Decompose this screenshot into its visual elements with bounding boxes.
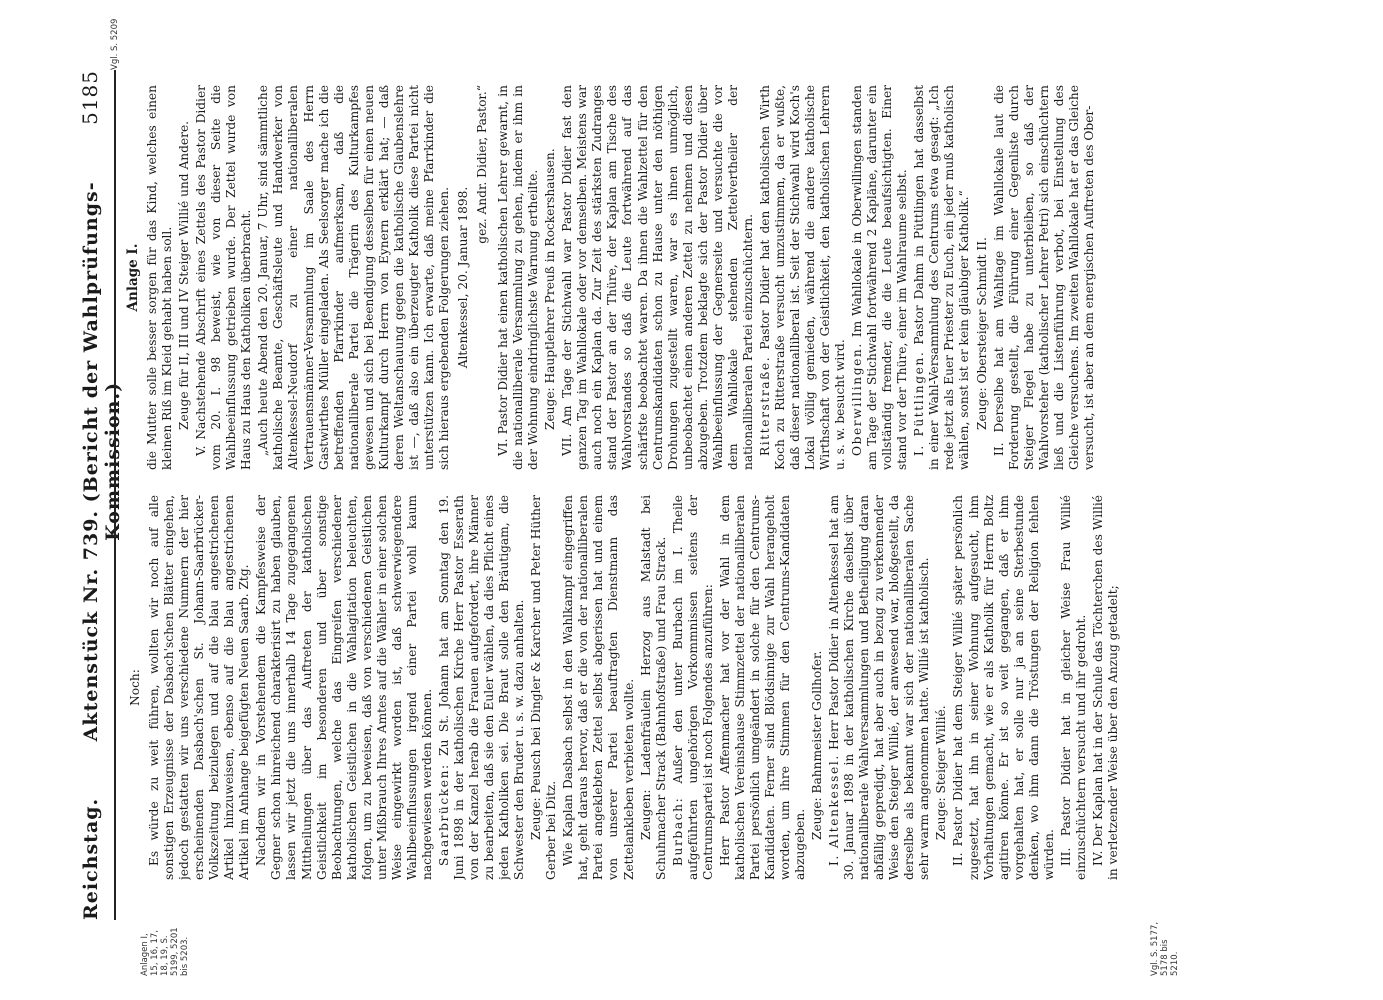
paragraph: Wie Kaplan Dasbach selbst in den Wahlkampf eingegriffen hat, geht daraus hervor, daß er die von der nationalliberalen Partei angeklebten Zettel selbst abgerissen hat und einem von unserer Partei beauftragten Dienstmann das Zettelankleben verbieten wollte. bbox=[561, 495, 636, 880]
place-label: I. Püttlingen. bbox=[912, 350, 927, 456]
paragraph: II. Derselbe hat am Wahltage im Wahllokale laut die Forderung gestellt, die Führung einer Gegenliste durch Steiger Flegel habe zu unterbleiben, so daß der Wahlvorsteher (katholischer Lehrer Petri) sich einschüchtern ließ und die Listenführung verbot, bei Einstellung des Gleiche versuchens. Im zweiten Wahllokale hat er das Gleiche versucht, ist aber an dem energischen Auftreten des Ober- bbox=[991, 85, 1096, 470]
place-label: Burbach: bbox=[670, 796, 685, 866]
margin-note-reference-right: Vgl. S. 5209 bbox=[110, 18, 120, 70]
continuation-label: Noch: bbox=[128, 669, 142, 706]
paragraph-burbach bbox=[671, 495, 716, 880]
quoted-notice: „Auch heute Abend den 20. Januar, 7 Uhr, sind sämmtliche katholische Beamte, Geschäftsleute und Handwerker von Altenkessel-Neudorf zu einer nationalliberalen Vertrauensmänner-Versammlung im Saale des Herrn Gastwirthes Müller eingeladen. Als Seelsorger mache ich die betreffenden Pfarrkinder aufmerksam, daß die nationalliberale Partei die Trägerin des Kulturkampfes gewesen und sich bei Beendigung desselben für einen neuen Kulturkampf durch Herrn von Eynern erklärt hat; — daß deren Weltanschauung gegen die katholische Glaubenslehre ist —, daß also ein überzeugter Katholik diese Partei nicht unterstützen kann. Ich erwarte, daß meine Pfarrkinder die sich hieraus ergebenden Folgerungen ziehen. bbox=[256, 85, 451, 470]
header-rule bbox=[114, 70, 116, 920]
right-column bbox=[124, 85, 1354, 470]
place-label: I. Altenkessel. bbox=[827, 754, 842, 866]
paragraph-ritterstrasse bbox=[758, 85, 848, 470]
paragraph: II. Pastor Didier hat dem Steiger Willié später persönlich zugesetzt, hat ihn in seiner Wohnung aufgesucht, ihm Vorhaltungen gemacht, wie er als Katholik für Herrn Boltz agitiren könne. Er ist so weit gegangen, daß er ihm vorgehalten hat, er solle nur ja an seine Sterbestunde denken, wo ihm dann die Tröstungen der Religion fehlen würden. bbox=[951, 495, 1056, 880]
header-left: Reichstag. bbox=[80, 797, 102, 920]
paragraph-oberwillingen bbox=[850, 85, 910, 470]
paragraph: Es würde zu weit führen, wollten wir noch auf alle sonstigen Erzeugnisse der Dasbach'schen Blätter eingehen, jedoch gestatten wir uns verschiedene Nummern der hier erscheinenden Dasbach'schen St. Johann-Saarbrücker-Volkszeitung beizulegen und auf die blau angestrichenen Artikel hinzuweisen, ebenso auf die blau angestrichenen Artikel im Anhange beigefügten Neuen Saarb. Ztg. bbox=[147, 495, 252, 880]
witness-line: Zeugen: Ladenfräulein Herzog aus Malstadt bei Schuhmacher Strack (Bahnhofstraße) und Frau Strack. bbox=[638, 495, 668, 880]
signature: gez. Andr. Didier, Pastor.“ bbox=[475, 85, 490, 244]
place-label: Saarbrücken: bbox=[436, 763, 451, 866]
left-column bbox=[124, 495, 1354, 880]
witness-line: Zeuge: Obersteiger Schmidt II. bbox=[974, 237, 989, 430]
section-heading: Anlage I. bbox=[125, 243, 141, 312]
witness-line: Zeuge für II, III und IV Steiger Willié und Andere. bbox=[177, 120, 192, 430]
paragraph: die Mutter solle besser sorgen für das Kind, welches einen kleinen Riß im Kleid gehabt haben soll. bbox=[145, 85, 175, 470]
paragraph-text: Pastor Didier hat den katholischen Wirth Koch zu Ritterstraße versucht umzustimmen, da er wußte, daß dieser nationalliberal ist. Seit der Stichwahl wird Koch's Lokal völlig gemieden, während die andere katholische Wirthschaft von der Geistlichkeit, den katholischen Lehrern u. s. w. besucht wird. bbox=[757, 85, 848, 470]
margin-note-attachments: Anlagen I, 15, 16, 17, 18, 19, S. 5199, 5201 bis 5203. bbox=[140, 927, 190, 976]
paragraph: V. Nachstehende Abschrift eines Zettels des Pastor Didier vom 20. I. 98 beweist, wie von dieser Seite die Wahlbeeinflussung getrieben wurde. Der Zettel wurde von Haus zu Haus den Katholiken überbracht. bbox=[194, 85, 254, 470]
paragraph: IV. Der Kaplan hat in der Schule das Töchterchen des Willié in verletzender Weise über den Anzug getadelt; bbox=[1090, 495, 1120, 880]
paragraph: VII. Am Tage der Stichwahl war Pastor Didier fast den ganzen Tag im Wahllokale oder vor demselben. Meistens war auch noch ein Kaplan da. Zur Zeit des stärksten Zudranges stand der Pastor an der Thüre, der Kaplan am Tische des Wahlvorstandes so daß die Leute fortwährend auf das schärfste beobachtet waren. Da ihnen die Wahlzettel für den Centrumskandidaten schon zu Hause unter den nöthigen Drohungen zugestellt waren, war es ihnen unmöglich, unbeobachtet einen anderen Zettel zu nehmen und diesen abzugeben. Trotzdem beklagte sich der Pastor Didier über Wahlbeeinflussung der Gegnerseite und versuchte die vor dem Wahllokale stehenden Zettelvertheiler der nationalliberalen Partei einzuschüchtern. bbox=[560, 85, 755, 470]
paragraph-text: Zu St. Johann hat am Sonntag den 19. Juni 1898 in der katholischen Kirche Herr Pastor Esserath von der Kanzel herab die Frauen aufgefordert, ihre Männer zu bearbeiten, daß sie den Euler wählen, da dies Pflicht eines jeden Katholiken sei. Die Braut solle den Bräutigam, die Schwester den Bruder u. s. w. dazu anhalten. bbox=[436, 495, 527, 880]
paragraph-text: Außer den unter Burbach im I. Theile aufgeführten ungehörigen Vorkommnissen seitens der Centrumspartei ist noch Folgendes anzuführen: bbox=[670, 495, 715, 880]
paragraph-puettlingen bbox=[912, 85, 972, 470]
page-number: 5185 bbox=[78, 70, 102, 125]
header-title: Aktenstück Nr. 739. (Bericht der Wahlprüfungs-Kommission.) bbox=[80, 181, 124, 742]
page-header bbox=[78, 70, 124, 920]
paragraph-altenkessel bbox=[827, 495, 932, 880]
place-date: Altenkessel, 20. Januar 1898. bbox=[455, 186, 470, 369]
witness-line: Zeuge: Bahnmeister Gollhofer. bbox=[810, 650, 825, 840]
paragraph-text: Pastor Dahm in Püttlingen hat dasselbst in einer Wahl-Versammlung des Centrums etwa gesagt: „Ich rede jetzt als Euer Priester zu Euch, ein jeder muß katholisch wählen, sonst ist er kein gläubiger Katholik.“ bbox=[912, 85, 972, 470]
margin-note-reference: Vgl. S. 5177, 5178 bis 5210. bbox=[1150, 921, 1180, 976]
paragraph: III. Pastor Didier hat in gleicher Weise Frau Willié einzuschüchtern versucht und ihr gedroht. bbox=[1058, 495, 1088, 880]
witness-line: Zeuge: Hauptlehrer Preuß in Rockershausen. bbox=[543, 148, 558, 430]
place-label: Ritterstraße. bbox=[757, 355, 772, 456]
witness-line: Zeuge: Peusch bei Dingler & Karcher und Peter Hüther Gerber bei Ditz. bbox=[529, 495, 559, 880]
paragraph: VI. Pastor Didier hat einen katholischen Lehrer gewarnt, in die nationalliberale Versammlung zu gehen, indem er ihm in der Wohnung eindringlichste Warnung ertheilte. bbox=[496, 85, 541, 470]
paragraph-text: Im Wahllokale in Oberwillingen standen am Tage der Stichwahl fortwährend 2 Kapläne, darunter ein vollständig fremder, die die Leute beaufsichtigten. Einer stand vor der Thüre, einer im Wahlraume selbst. bbox=[850, 85, 910, 470]
paragraph: Herr Pastor Affenmacher hat vor der Wahl in dem katholischen Vereinshause Stimmzettel der nationalliberalen Partei persönlich umgeändert in solche für den Centrums-Kandidaten. Ferner sind Blödsinnige zur Wahl herangeholt worden, um ihre Stimmen für den Centrums-Kandidaten abzugeben. bbox=[717, 495, 808, 880]
paragraph-text: Herr Pastor Didier in Altenkessel hat am 30. Januar 1898 in der katholischen Kirche daselbst über nationalliberale Wahlversammlungen und Betheiligung daran abfällig gepredigt, hat aber auch in bezug zu verkennender Weise den Steiger Willié, der anwesend war, bloßgestellt, da derselbe als bekannt war sich der nationalliberalen Sache sehr warm angenommen hatte. Willié ist katholisch. bbox=[827, 495, 932, 880]
paragraph: Nachdem wir in Vorstehendem die Kampfesweise der Gegner schon hinreichend charakterisirt zu haben glauben, lassen wir jetzt die uns innerhalb 14 Tage zugegangenen Mittheilungen über das Auftreten der katholischen Geistlichkeit im besonderen und über sonstige Beobachtungen, welche das Eingreifen verschiedener katholischen Geistlichen in die Wahlagitation beleuchten, folgen, um zu beweisen, daß von verschiedenen Geistlichen unter Mißbrauch Ihres Amtes auf die Wähler in einer solchen Weise eingewirkt worden ist, daß schwerwiegendere Wahlbeeinflussungen irgend einer Partei wohl kaum nachgewiesen werden können. bbox=[254, 495, 434, 880]
paragraph-saarbruecken bbox=[437, 495, 527, 880]
place-label: Oberwillingen. bbox=[850, 342, 865, 456]
witness-line: Zeuge: Steiger Willié. bbox=[934, 705, 949, 840]
